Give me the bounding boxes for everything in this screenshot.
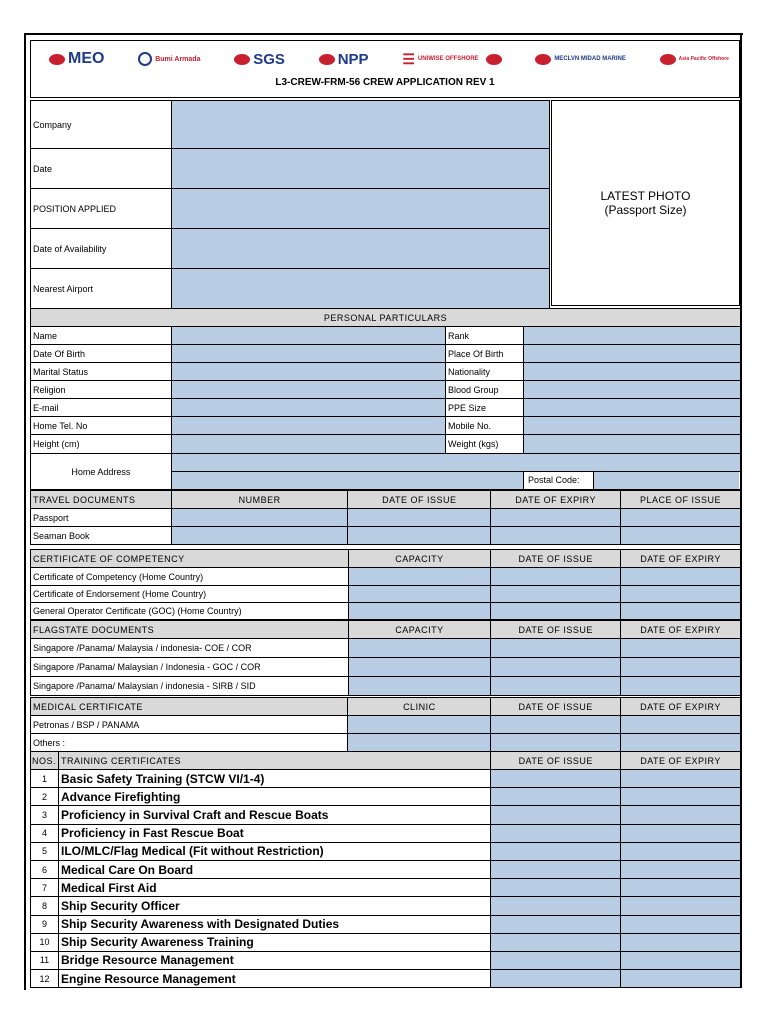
column-header: NUMBER xyxy=(171,491,348,509)
row-label: Passport xyxy=(31,509,172,527)
goc-issue-input[interactable] xyxy=(491,603,621,620)
training-expiry-input[interactable] xyxy=(621,915,741,933)
field-label: Weight (kgs) xyxy=(446,435,524,454)
flag-goc-issue-input[interactable] xyxy=(491,658,621,677)
flag-coe-issue-input[interactable] xyxy=(491,639,621,658)
row-label: Petronas / BSP / PANAMA xyxy=(31,716,348,734)
row-number: 7 xyxy=(31,879,59,897)
training-issue-input[interactable] xyxy=(491,915,621,933)
training-expiry-input[interactable] xyxy=(621,770,741,788)
field-label: E-mail xyxy=(31,399,172,417)
marital-input[interactable] xyxy=(171,363,445,381)
flag-coe-expiry-input[interactable] xyxy=(621,639,741,658)
column-header: DATE OF ISSUE xyxy=(348,491,491,509)
row-label: Certificate of Competency (Home Country) xyxy=(31,568,349,586)
column-header: PLACE OF ISSUE xyxy=(621,491,741,509)
goc-capacity-input[interactable] xyxy=(348,603,491,620)
column-header: CAPACITY xyxy=(348,550,491,568)
training-label: Medical First Aid xyxy=(58,879,490,897)
flag-coe-capacity-input[interactable] xyxy=(348,639,491,658)
column-header: DATE OF ISSUE xyxy=(491,752,621,770)
training-issue-input[interactable] xyxy=(491,951,621,969)
row-number: 5 xyxy=(31,842,59,860)
flag-goc-capacity-input[interactable] xyxy=(348,658,491,677)
bumi-armada-logo: Bumi Armada xyxy=(138,52,200,66)
other-medical-expiry-input[interactable] xyxy=(621,734,741,752)
passport-number-input[interactable] xyxy=(171,509,348,527)
column-header: DATE OF EXPIRY xyxy=(621,550,741,568)
column-header: MEDICAL CERTIFICATE xyxy=(31,698,348,716)
row-number: 9 xyxy=(31,915,59,933)
column-header: DATE OF EXPIRY xyxy=(621,698,741,716)
column-header: DATE OF EXPIRY xyxy=(621,621,741,639)
field-label: Home Tel. No xyxy=(31,417,172,435)
home-tel-input[interactable] xyxy=(171,417,445,435)
seaman-book-issue-input[interactable] xyxy=(348,527,491,545)
other-medical-issue-input[interactable] xyxy=(491,734,621,752)
photo-subtitle: (Passport Size) xyxy=(604,203,687,217)
medical-certificate-table xyxy=(30,697,741,752)
column-header: CAPACITY xyxy=(348,621,491,639)
availability-input[interactable] xyxy=(171,229,549,269)
medical-issue-input[interactable] xyxy=(491,716,621,734)
field-label: Nearest Airport xyxy=(31,269,172,309)
field-label: Marital Status xyxy=(31,363,172,381)
travel-documents-table xyxy=(30,490,741,545)
goc-expiry-input[interactable] xyxy=(621,603,741,620)
section-title: PERSONAL PARTICULARS xyxy=(31,309,741,327)
field-label: Name xyxy=(31,327,172,345)
mobile-input[interactable] xyxy=(523,417,740,435)
medical-expiry-input[interactable] xyxy=(621,716,741,734)
passport-expiry-input[interactable] xyxy=(491,509,621,527)
training-expiry-input[interactable] xyxy=(621,806,741,824)
row-number: 2 xyxy=(31,788,59,806)
field-label: Nationality xyxy=(446,363,524,381)
column-header: TRAVEL DOCUMENTS xyxy=(31,491,172,509)
training-label: Bridge Resource Management xyxy=(58,951,490,969)
row-number: 4 xyxy=(31,824,59,842)
training-expiry-input[interactable] xyxy=(621,970,741,988)
home-address-input[interactable] xyxy=(171,454,740,472)
field-label: Mobile No. xyxy=(446,417,524,435)
training-expiry-input[interactable] xyxy=(621,933,741,951)
training-expiry-input[interactable] xyxy=(621,879,741,897)
training-expiry-input[interactable] xyxy=(621,824,741,842)
field-label: Date of Availability xyxy=(31,229,172,269)
row-label: Singapore /Panama/ Malaysia / indonesia- COE / COR xyxy=(31,639,349,658)
form-title: L3-CREW-FRM-56 CREW APPLICATION REV 1 xyxy=(275,77,495,88)
row-number: 1 xyxy=(31,770,59,788)
training-issue-input[interactable] xyxy=(491,806,621,824)
field-label: Blood Group xyxy=(446,381,524,399)
rank-input[interactable] xyxy=(523,327,740,345)
postal-code-input[interactable] xyxy=(594,472,739,489)
coe-capacity-input[interactable] xyxy=(348,586,491,603)
seaman-book-place-input[interactable] xyxy=(621,527,741,545)
passport-issue-input[interactable] xyxy=(348,509,491,527)
column-header: FLAGSTATE DOCUMENTS xyxy=(31,621,349,639)
religion-input[interactable] xyxy=(171,381,445,399)
column-header: DATE OF EXPIRY xyxy=(491,491,621,509)
training-issue-input[interactable] xyxy=(491,860,621,878)
blood-group-input[interactable] xyxy=(523,381,740,399)
training-label: Proficiency in Survival Craft and Rescue Boats xyxy=(58,806,490,824)
nationality-input[interactable] xyxy=(523,363,740,381)
field-label: PPE Size xyxy=(446,399,524,417)
airport-input[interactable] xyxy=(171,269,549,309)
training-expiry-input[interactable] xyxy=(621,951,741,969)
field-label: Place Of Birth xyxy=(446,345,524,363)
field-label: POSITION APPLIED xyxy=(31,189,172,229)
training-expiry-input[interactable] xyxy=(621,860,741,878)
column-header: DATE OF ISSUE xyxy=(491,621,621,639)
training-issue-input[interactable] xyxy=(491,788,621,806)
coc-expiry-input[interactable] xyxy=(621,568,741,586)
training-label: Advance Firefighting xyxy=(58,788,490,806)
passport-place-input[interactable] xyxy=(621,509,741,527)
training-label: ILO/MLC/Flag Medical (Fit without Restriction) xyxy=(58,842,490,860)
flag-goc-expiry-input[interactable] xyxy=(621,658,741,677)
pob-input[interactable] xyxy=(523,345,740,363)
field-label: Home Address xyxy=(31,454,172,490)
company-input[interactable] xyxy=(171,101,549,149)
training-expiry-input[interactable] xyxy=(621,788,741,806)
field-label: Height (cm) xyxy=(31,435,172,454)
training-issue-input[interactable] xyxy=(491,824,621,842)
row-number: 3 xyxy=(31,806,59,824)
row-label: General Operator Certificate (GOC) (Home Country) xyxy=(31,603,349,620)
coe-issue-input[interactable] xyxy=(491,586,621,603)
training-label: Medical Care On Board xyxy=(58,860,490,878)
field-label: Religion xyxy=(31,381,172,399)
training-issue-input[interactable] xyxy=(491,770,621,788)
training-issue-input[interactable] xyxy=(491,933,621,951)
training-issue-input[interactable] xyxy=(491,879,621,897)
seaman-book-expiry-input[interactable] xyxy=(491,527,621,545)
row-number: 12 xyxy=(31,970,59,988)
meo-logo: MEO xyxy=(49,50,104,68)
row-number: 10 xyxy=(31,933,59,951)
column-header: DATE OF ISSUE xyxy=(491,550,621,568)
training-certificates-table xyxy=(30,751,741,988)
other-medical-clinic-input[interactable] xyxy=(348,734,491,752)
name-input[interactable] xyxy=(171,327,445,345)
row-number: 6 xyxy=(31,860,59,878)
coc-issue-input[interactable] xyxy=(491,568,621,586)
height-input[interactable] xyxy=(171,435,445,454)
training-label: Ship Security Awareness Training xyxy=(58,933,490,951)
training-issue-input[interactable] xyxy=(491,897,621,915)
training-issue-input[interactable] xyxy=(491,842,621,860)
field-label: Rank xyxy=(446,327,524,345)
logo-strip xyxy=(49,47,729,71)
weight-input[interactable] xyxy=(523,435,740,454)
row-number: 8 xyxy=(31,897,59,915)
asia-pacific-logo: Asia Pacific Offshore xyxy=(660,54,729,65)
row-label: Singapore /Panama/ Malaysian / indonesia - SIRB / SID xyxy=(31,677,349,696)
uniwise-logo: ☰ UNIWISE OFFSHORE xyxy=(402,51,501,68)
training-expiry-input[interactable] xyxy=(621,842,741,860)
top-fields-table xyxy=(30,100,550,309)
row-label: Certificate of Endorsement (Home Country) xyxy=(31,586,349,603)
column-header: DATE OF EXPIRY xyxy=(621,752,741,770)
training-issue-input[interactable] xyxy=(491,970,621,988)
home-address-input-2[interactable] xyxy=(171,472,523,490)
flagstate-documents-table xyxy=(30,620,741,696)
position-input[interactable] xyxy=(171,189,549,229)
coe-expiry-input[interactable] xyxy=(621,586,741,603)
sgs-logo: SGS xyxy=(234,51,285,68)
form-header xyxy=(30,40,740,98)
field-label: Date Of Birth xyxy=(31,345,172,363)
postal-code-row xyxy=(523,472,740,490)
column-header: DATE OF ISSUE xyxy=(491,698,621,716)
training-label: Ship Security Awareness with Designated Duties xyxy=(58,915,490,933)
meclvn-logo: MECLVN MIDAD MARINE xyxy=(535,54,626,65)
training-label: Basic Safety Training (STCW VI/1-4) xyxy=(58,770,490,788)
flag-sirb-issue-input[interactable] xyxy=(491,677,621,696)
row-label: Singapore /Panama/ Malaysian / Indonesia - GOC / COR xyxy=(31,658,349,677)
column-header: NOS. xyxy=(31,752,59,770)
dob-input[interactable] xyxy=(171,345,445,363)
column-header: CLINIC xyxy=(348,698,491,716)
field-label: Date xyxy=(31,149,172,189)
seaman-book-number-input[interactable] xyxy=(171,527,348,545)
npp-logo: NPP xyxy=(319,51,369,68)
coc-capacity-input[interactable] xyxy=(348,568,491,586)
training-label: Ship Security Officer xyxy=(58,897,490,915)
row-label: Others : xyxy=(31,734,348,752)
photo-box[interactable] xyxy=(551,100,740,306)
column-header: TRAINING CERTIFICATES xyxy=(58,752,490,770)
ppe-size-input[interactable] xyxy=(523,399,740,417)
email-input[interactable] xyxy=(171,399,445,417)
flag-sirb-capacity-input[interactable] xyxy=(348,677,491,696)
row-number: 11 xyxy=(31,951,59,969)
personal-particulars-table xyxy=(30,308,741,490)
photo-title: LATEST PHOTO xyxy=(600,189,691,203)
row-label: Seaman Book xyxy=(31,527,172,545)
flag-sirb-expiry-input[interactable] xyxy=(621,677,741,696)
certificate-of-competency-table xyxy=(30,549,741,620)
column-header: CERTIFICATE OF COMPETENCY xyxy=(31,550,349,568)
training-label: Engine Resource Management xyxy=(58,970,490,988)
field-label: Company xyxy=(31,101,172,149)
training-expiry-input[interactable] xyxy=(621,897,741,915)
medical-clinic-input[interactable] xyxy=(348,716,491,734)
date-input[interactable] xyxy=(171,149,549,189)
training-label: Proficiency in Fast Rescue Boat xyxy=(58,824,490,842)
postal-code-label: Postal Code: xyxy=(524,472,594,489)
